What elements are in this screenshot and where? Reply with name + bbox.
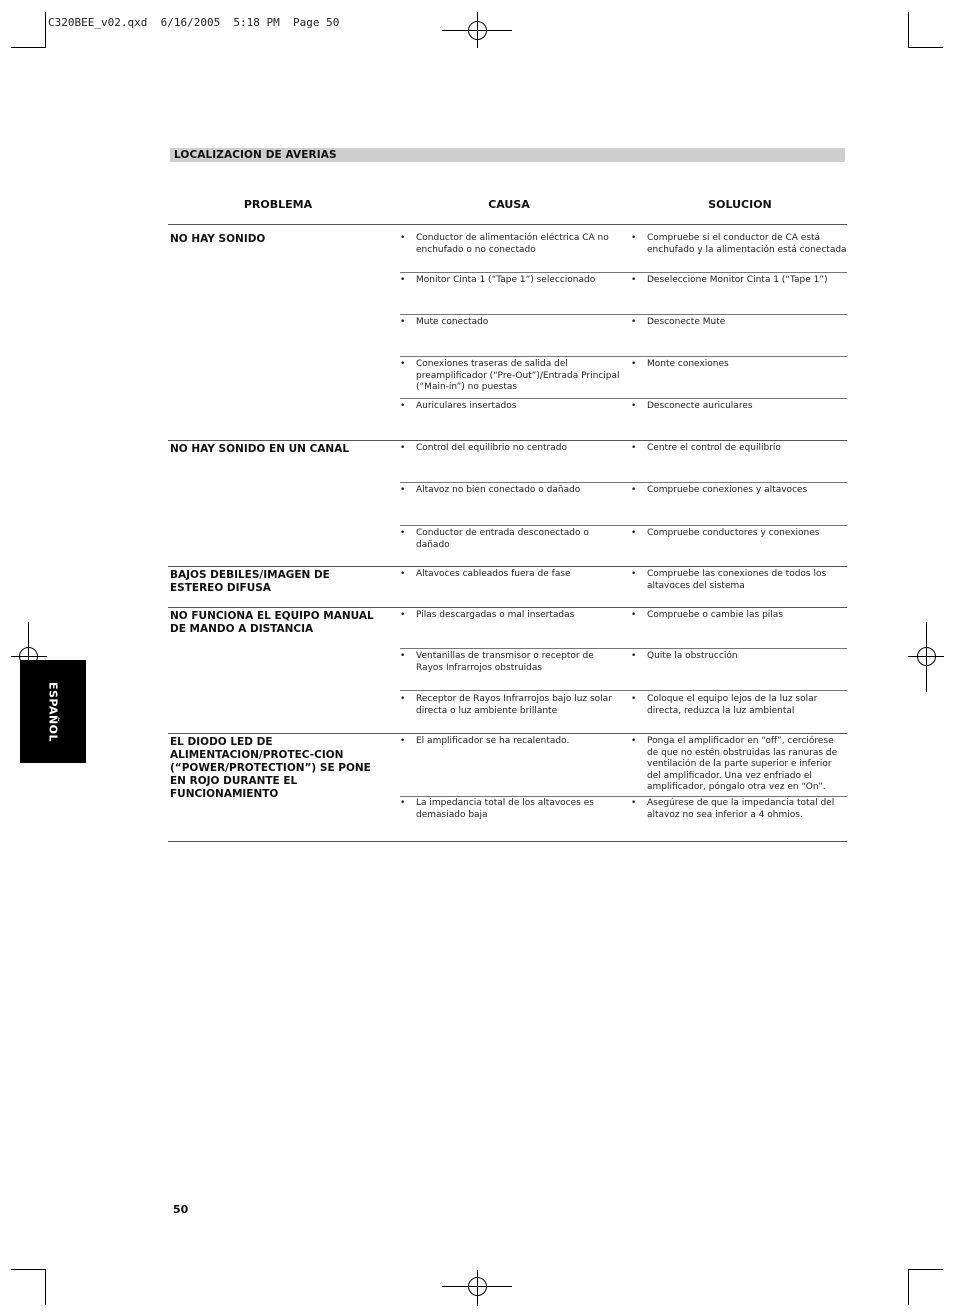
problem-remote-control: NO FUNCIONA EL EQUIPO MANUAL DE MANDO A DISTANCIA (170, 610, 374, 635)
language-side-tab-label: ESPAÑOL (46, 681, 60, 743)
page-number: 50 (173, 1203, 189, 1216)
language-side-tab (20, 660, 86, 763)
column-header-causa: CAUSA (488, 198, 530, 211)
column-header-solucion: SOLUCION (708, 198, 772, 211)
problem-no-sound: NO HAY SONIDO (170, 233, 266, 245)
file-header: C320BEE_v02.qxd 6/16/2005 5:18 PM Page 50 (48, 16, 340, 29)
problem-no-sound-one-channel: NO HAY SONIDO EN UN CANAL (170, 443, 350, 455)
column-header-problema: PROBLEMA (243, 198, 313, 211)
problem-weak-bass: BAJOS DEBILES/IMAGEN DE ESTEREO DIFUSA (170, 569, 330, 594)
problem-power-led-red: EL DIODO LED DE ALIMENTACION/PROTEC-CION (“POWER/PROTECTION”) SE PONE EN ROJO DURANTE EL FUNCIONAMIENTO (170, 736, 371, 800)
section-title: LOCALIZACION DE AVERIAS (174, 149, 337, 161)
